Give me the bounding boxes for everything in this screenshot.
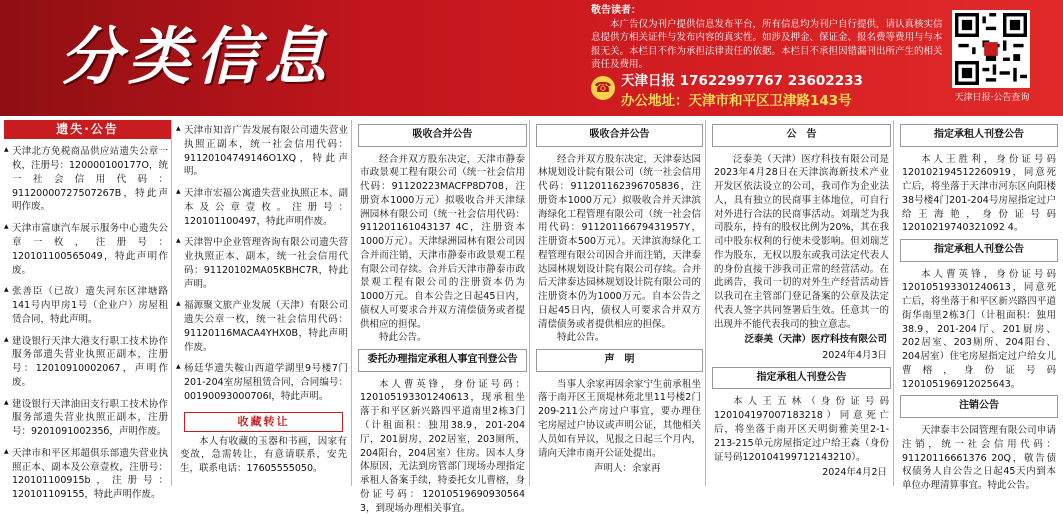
notice-text: 本人曹英锋，身份证号码：120105193301240613，现承租坐落于和平区新兴路四平道南里2栋3门（计租面积：独用38.9，201-204厅，201厨房，202居室，203厕所，204阳台，204居室）住房。因本人身体原因，无法到房管部门现场办理指定承租人备案手续，特委托女儿曹榕，身份证号码：12010519690930564 3，到现场办理相关事宜。 — [360, 378, 525, 514]
list-item: ▲ 天津智中企业管理咨询有限公司遗失营业执照正本、副本，统一社会信用代码：91120102MA05KBHC7R，特此声明。 — [176, 236, 351, 291]
notice-sign: 特此公告。 — [557, 332, 605, 344]
contact-info — [591, 72, 863, 111]
list-item: ▲ 建设银行天津油田支行职工技术协作服务部遗失营业执照正副本，注册号：920109100235б，声明作废。 — [4, 398, 171, 439]
notice-text: 泛泰美（天津）医疗科技有限公司是2023年4月28日在天津滨海新技术产业开发区依法设立的公司，我司作为企业法人，具有独立的民商事主体地位，可自行对外进行合法的民商事活动。刘瑞芝为我司股东，持有的股权比例为20%，其在我司中股东权利的行使未受影响。但刘瑞芝作为股东，无权以股东或我司法定代表人的身份直接干涉我司正常的经营活动。在此函告，我司一切的对外生产经营活动皆以我司在主管部门登记备案的公章及法定代表人签字共同签署后生效。任意其一的出现并不能代表我司的独立意志。 — [714, 153, 889, 330]
notice-date: 2024年4月2日 — [822, 467, 887, 479]
notice-sign: 泛泰美（天津）医疗科技有限公司 — [744, 334, 887, 346]
notice-sign: 特此公告。 — [379, 332, 427, 344]
phone-line: 天津日报 17622997767 23602233 — [621, 73, 863, 89]
list-item: ▲ 张善臣（已故）遗失河东区津塘路141号内甲房1号（企业户）房屋租赁合同，特此声明。 — [4, 285, 171, 326]
list-item: ▲ 天津市富康汽车展示服务中心遗失公章一枚，注册号：120101100565049，特此声明作废。 — [4, 222, 171, 277]
collection-transfer-title: 收藏转让 — [184, 412, 343, 432]
notice-title: 注销公告 — [900, 395, 1058, 418]
notice-text: 本人王五林（身份证号码120104197007183218）同意死亡后，将坐落于南开区天明街雅美里2-1-213-215单元房屋指定过户给王森（身份证号码120104199712143210）。 — [714, 396, 889, 463]
list-item: ▲ 天津市宏福公寓遗失营业执照正本、副本及公章壹枚。注册号：120101100497，特此声明作废。 — [176, 187, 351, 228]
qr-code[interactable] — [952, 10, 1030, 88]
notice-heading: 敬告读者： — [591, 5, 641, 16]
notice-text: 本人王胜利，身份证号码120102194512260919，同意死亡后，将坐落于天津市河东区向阳楼38号楼4门201-204号房屋指定过户给王海艳，身份证号码12010219740321092 4。 — [902, 153, 1056, 234]
notice-text: 天津泰丰公园管理有限公司申请注销，统一社会信用代码：91120116661376 20Q，敬告债权债务人自公告之日起45天内到本单位办理清算事宜。特此公告。 — [902, 424, 1056, 492]
notice-title: 声 明 — [536, 349, 703, 372]
qr-label: 天津日报·公告查询 — [954, 93, 1030, 103]
column-merger-notice-2 — [534, 120, 706, 486]
notice-title: 吸收合并公告 — [536, 124, 703, 147]
column-lost-notices — [4, 120, 172, 501]
list-item: ▲ 杨廷华遗失鞍山西道学湖里9号楼7门201-204室房屋租赁合同，合同编号：00190093000706I，特此声明。 — [176, 362, 351, 403]
notice-title: 指定承租人刊登公告 — [900, 124, 1058, 147]
notice-title: 公 告 — [712, 124, 891, 147]
column-tenant-notices — [898, 120, 1060, 492]
column-company-notice — [710, 120, 894, 486]
notice-title: 指定承租人刊登公告 — [900, 239, 1058, 262]
collection-transfer-text: 本人有收藏的玉器和书画，因家有变故，急需转让，有意请联系，安先生，联系电话：17605555050。 — [180, 435, 347, 475]
list-item: ▲ 天津市和平区邦超俱乐部遗失营业执照正本、副本及公章壹枚，注册号：120101100915b，注册号：120101109155，特此声明作废。 — [4, 447, 171, 502]
notice-title: 吸收合并公告 — [358, 124, 527, 147]
notice-date: 2024年4月3日 — [822, 350, 887, 362]
column-notices-2 — [176, 120, 352, 486]
notice-text: 本人曹英锋，身份证号码120105193301240613，同意死亡后，将坐落于和平区新兴路四平道街华南里2栋3门（计租面积：独用38.9，201-204厅、201厨房、202居室、203厕所、204阳台、204居室）住宅房屋指定过户给女儿曹榕，身份证号码120105196912025643。 — [902, 268, 1056, 390]
phone-icon: ☎ — [591, 76, 615, 100]
address-line: 办公地址：天津市和平区卫津路143号 — [621, 92, 852, 109]
notice-text: 本广告仅为刊户提供信息发布平台，所有信息均为刊户自行提供，请认真核实信息提供方相关证件与发布内容的真实性。如涉及押金、保证金、报名费等费用与与本报无关。本栏目不作为承担法律责任的依据。本栏目不承担因错漏刊出所产生的相关责任及费用。 — [591, 19, 943, 70]
list-item: ▲ 天津市知音广告发展有限公司遗失营业执照正副本，统一社会信用代码：91120104749146O1XQ，特此声明。 — [176, 124, 351, 179]
notice-sign: 声明人：余家再 — [594, 463, 661, 475]
notice-title: 委托办理指定承租人事宜刊登公告 — [358, 349, 527, 372]
notice-title: 指定承租人刊登公告 — [712, 367, 891, 390]
notice-text: 经合并双方股东决定，天津泰达园林规划设计院有限公司（统一社会信用代码：911201162396705836，注册资本1000万元）拟吸收合并天津滨海绿化工程管理有限公司（统一社会信用代码：91120116679431957Y，注册资本500万元）。天津滨海绿化工程管理有限公司因合并而注销，天津泰达园林规划设计院有限公司存续。合并后天津泰达园林规划设计院有限公司的注册资本仍为1000万元。自本公告之日起45日内，债权人可要求合并双方清偿债务或者提供相应的担保。 — [538, 153, 701, 330]
header-banner — [0, 0, 1063, 116]
notice-text: 当事人余家再因余家宁生前承租坐落于南开区王顶堤林苑北里11号楼2门209-211公产房过户事宜，要办理住宅房屋过户协议或声明公证，其他相关人员如有异议，见报之日起三个月内，请向天津市南开公证处提出。 — [538, 378, 701, 459]
notice-text: 经合并双方股东决定，天津市静泰市政景观工程有限公司（统一社会信用代码：91120223MACFP8D708，注册资本1000万元）拟吸收合并天津绿洲园林有限公司（统一社会信用代码：911201161043137 4C，注册资本1000万元）。天津绿洲园林有限公司因合并而注销，天津市静泰市政景观工程有限公司存续。合并后天津市静泰市政景观工程有限公司的注册资本仍为1000万元。自本公告之日起45日内，债权人可要求合并双方清偿债务或者提供相应的担保。 — [360, 153, 525, 330]
section-title: 分类信息 — [60, 20, 333, 93]
column-header: 遗失·公告 — [4, 120, 171, 139]
list-item: ▲ 天津北方免税商品供应站遗失公章一枚，注册号：120000100177O，统一社会信用代码：91120000727507267B，特此声明作废。 — [4, 145, 171, 214]
column-merger-notice-1 — [356, 120, 530, 514]
list-item: ▲ 福源聚文旅产业发展（天津）有限公司遗失公章一枚，统一社会信用代码：91120116MACA4YHX0B，特此声明作废。 — [176, 299, 351, 354]
list-item: ▲ 建设银行天津大港支行职工技术协作服务部遗失营业执照正副本，注册号：12010910002067，声明作废。 — [4, 335, 171, 390]
